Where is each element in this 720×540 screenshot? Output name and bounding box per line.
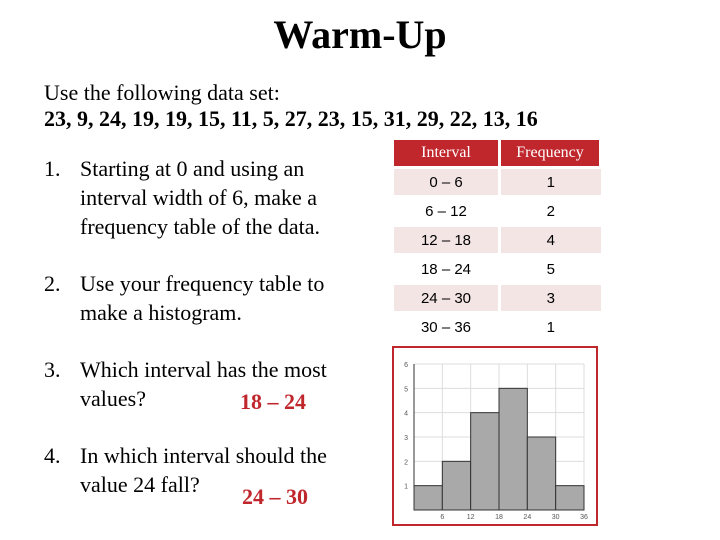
- x-tick-label: 30: [551, 514, 560, 521]
- table-row: [394, 168, 601, 197]
- table-row: [394, 255, 601, 284]
- question-text: Use your frequency table to make a histogram.: [80, 271, 325, 325]
- table-row: [394, 197, 601, 226]
- question-number: 4.: [44, 443, 61, 468]
- histogram-frame: [392, 346, 598, 526]
- histogram-bar: [471, 413, 499, 510]
- frequency-cell: 4: [500, 226, 601, 255]
- question-text: In which interval should the value 24 fall?: [80, 443, 327, 497]
- x-tick-label: 18: [495, 514, 503, 521]
- frequency-table: [394, 140, 602, 340]
- histogram-bar: [442, 461, 470, 510]
- slide-title: Warm-Up: [273, 12, 447, 57]
- intro-text: [44, 80, 704, 132]
- data-set-values: 23, 9, 24, 19, 19, 15, 11, 5, 27, 23, 15, 31, 29, 22, 13, 16: [44, 106, 538, 131]
- frequency-cell: 3: [500, 284, 601, 313]
- histogram-bar: [414, 486, 442, 510]
- question-4: [44, 441, 374, 499]
- answer-4: 24 – 30: [242, 484, 308, 509]
- interval-cell: 6 – 12: [394, 197, 500, 226]
- x-tick-label: 12: [466, 514, 475, 521]
- x-tick-label: 24: [523, 514, 532, 521]
- frequency-cell: 1: [500, 313, 601, 341]
- frequency-cell: 5: [500, 255, 601, 284]
- interval-cell: 12 – 18: [394, 226, 500, 255]
- question-text: Starting at 0 and using an interval width of 6, make a frequency table of the data.: [80, 156, 321, 239]
- y-tick-label: 3: [404, 435, 408, 442]
- interval-cell: 0 – 6: [394, 168, 500, 197]
- header-frequency: Frequency: [500, 140, 601, 168]
- question-number: 3.: [44, 357, 61, 382]
- answer-3: 18 – 24: [240, 389, 306, 414]
- table-row: [394, 313, 601, 341]
- table-row: [394, 284, 601, 313]
- interval-cell: 24 – 30: [394, 284, 500, 313]
- histogram-bar: [499, 388, 527, 510]
- header-interval: Interval: [394, 140, 500, 168]
- question-2: [44, 269, 374, 327]
- interval-cell: 18 – 24: [394, 255, 500, 284]
- frequency-cell: 1: [500, 168, 601, 197]
- question-3: [44, 355, 374, 413]
- table-row: [394, 226, 601, 255]
- question-number: 2.: [44, 271, 61, 296]
- histogram-bar: [527, 437, 555, 510]
- x-tick-label: 6: [440, 514, 445, 521]
- histogram-bar: [556, 486, 584, 510]
- y-tick-label: 2: [404, 459, 408, 467]
- y-tick-label: 4: [404, 410, 408, 418]
- y-tick-label: 1: [404, 483, 408, 491]
- question-1: [44, 154, 374, 241]
- y-tick-label: 6: [404, 362, 408, 369]
- intro-line-1: Use the following data set:: [44, 80, 280, 105]
- histogram-chart: [394, 348, 596, 524]
- interval-cell: 30 – 36: [394, 313, 500, 341]
- question-number: 1.: [44, 156, 61, 181]
- question-text: Which interval has the most values?: [80, 357, 327, 411]
- y-tick-label: 5: [404, 386, 408, 394]
- frequency-cell: 2: [500, 197, 601, 226]
- x-tick-label: 36: [580, 514, 588, 521]
